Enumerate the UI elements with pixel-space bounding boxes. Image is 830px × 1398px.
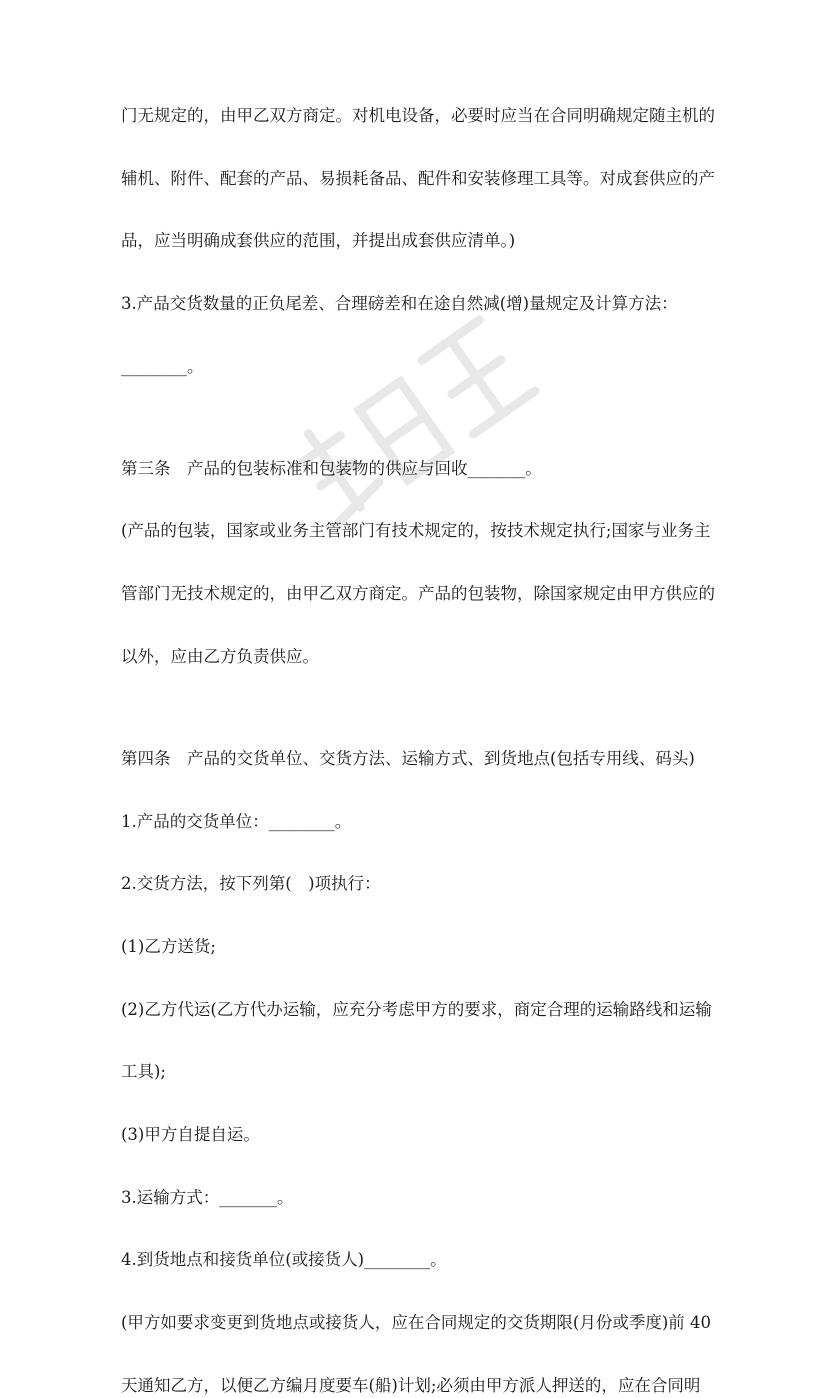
text-line: (产品的包装，国家或业务主管部门有技术规定的，按技术规定执行;国家与业务主 bbox=[121, 521, 711, 541]
text-line: 2.交货方法，按下列第( )项执行： bbox=[121, 874, 381, 894]
line-gap bbox=[121, 1084, 721, 1123]
text-line: (3)甲方自提自运。 bbox=[121, 1124, 260, 1144]
text-line: (2)乙方代运(乙方代办运输，应充分考虑甲方的要求，商定合理的运输路线和运输 bbox=[121, 999, 712, 1019]
line-gap bbox=[121, 1272, 721, 1311]
section-heading: 第三条 产品的包装标准和包装物的供应与回收_______。 bbox=[121, 458, 542, 478]
line-gap bbox=[121, 1210, 721, 1249]
line-gap bbox=[121, 191, 721, 230]
text-line: 工具); bbox=[121, 1062, 166, 1082]
line-gap bbox=[121, 316, 721, 355]
text-line: 管部门无技术规定的，由甲乙双方商定。产品的包装物，除国家规定由甲方供应的 bbox=[121, 584, 715, 604]
line-gap bbox=[121, 834, 721, 873]
section-heading: 第四条 产品的交货单位、交货方法、运输方式、到货地点(包括专用线、码头) bbox=[121, 748, 695, 768]
section-gap bbox=[121, 669, 721, 747]
line-gap bbox=[121, 959, 721, 998]
text-line: 4.到货地点和接货单位(或接货人)________。 bbox=[121, 1250, 447, 1270]
line-gap bbox=[121, 1335, 721, 1374]
text-line: 品，应当明确成套供应的范围，并提出成套供应清单。) bbox=[121, 231, 516, 251]
line-gap bbox=[121, 896, 721, 935]
text-line: 以外，应由乙方负责供应。 bbox=[121, 646, 319, 666]
line-gap bbox=[121, 253, 721, 292]
text-line: 1.产品的交货单位：________。 bbox=[121, 811, 352, 831]
text-line: 3.产品交货数量的正负尾差、合理磅差和在途自然减(增)量规定及计算方法： bbox=[121, 294, 678, 314]
line-gap bbox=[121, 128, 721, 167]
text-line: 天通知乙方，以便乙方编月度要车(船)计划;必须由甲方派人押送的，应在合同明 bbox=[121, 1375, 701, 1395]
text-line: 辅机、附件、配套的产品、易损耗备品、配件和安装修理工具等。对成套供应的产 bbox=[121, 168, 715, 188]
text-line: (甲方如要求变更到货地点或接货人，应在合同规定的交货期限(月份或季度)前 40 bbox=[121, 1313, 712, 1332]
text-line: (1)乙方送货; bbox=[121, 936, 216, 956]
text-line: 3.运输方式：_______。 bbox=[121, 1187, 294, 1207]
document-body bbox=[121, 104, 721, 1398]
line-gap bbox=[121, 481, 721, 520]
line-gap bbox=[121, 1022, 721, 1061]
section-gap bbox=[121, 379, 721, 457]
text-line: ________。 bbox=[121, 356, 204, 376]
line-gap bbox=[121, 1147, 721, 1186]
line-gap bbox=[121, 543, 721, 582]
line-gap bbox=[121, 606, 721, 645]
text-line: 门无规定的，由甲乙双方商定。对机电设备，必要时应当在合同明确规定随主机的 bbox=[121, 106, 715, 125]
line-gap bbox=[121, 771, 721, 810]
